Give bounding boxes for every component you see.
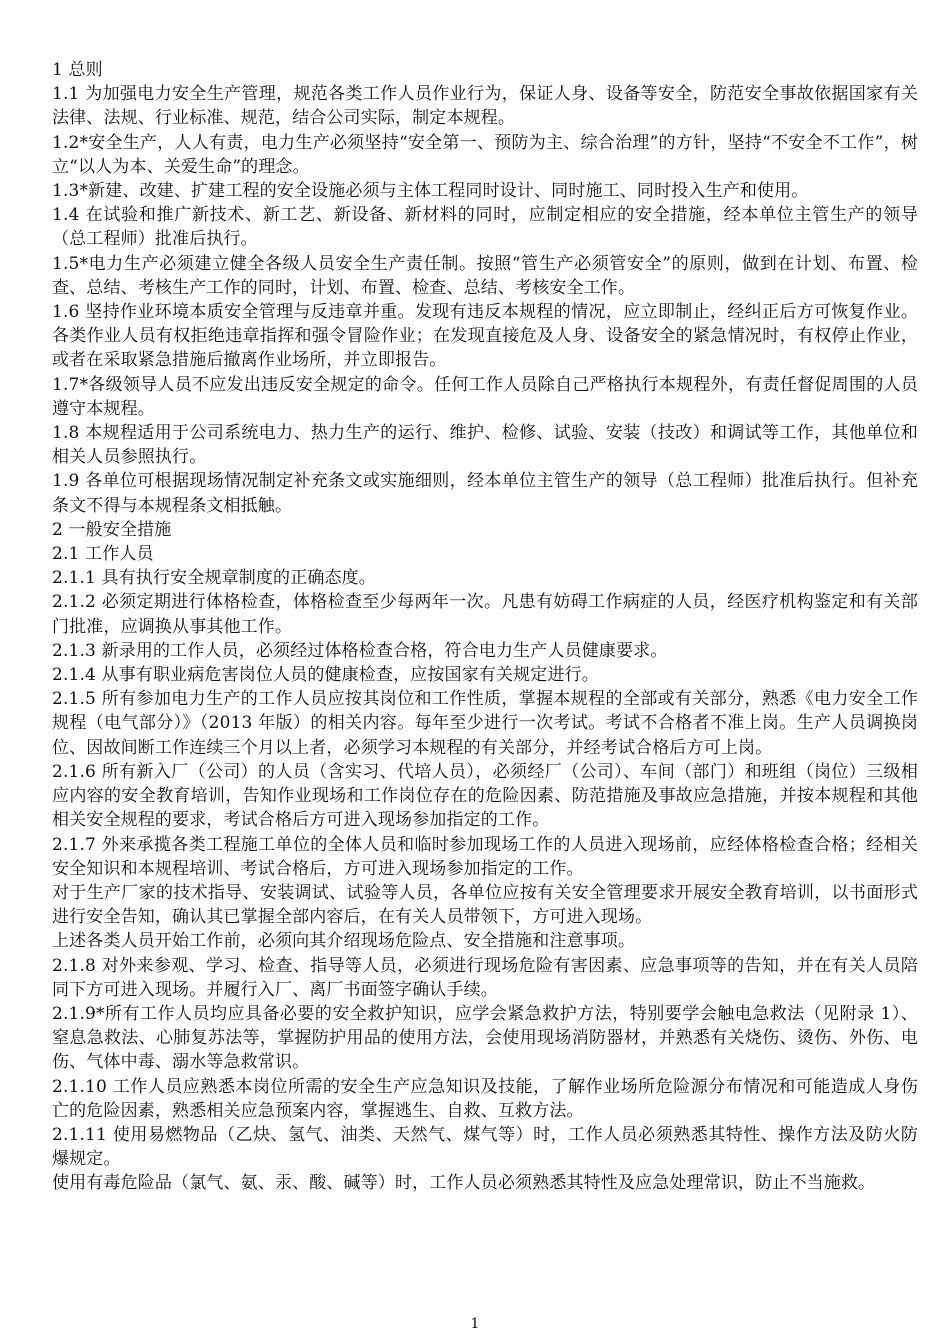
clause-paragraph: 1.5*电力生产必须建立健全各级人员安全生产责任制。按照“管生产必须管安全”的原则，做到在计划、布置、检查、总结、考核生产工作的同时，计划、布置、检查、总结、考核安全工作。 — [52, 253, 918, 298]
clause-paragraph: 2.1.10 工作人员应熟悉本岗位所需的安全生产应急知识及技能，了解作业场所危险源分布情况和可能造成人身伤亡的危险因素，熟悉相关应急预案内容，掌握逃生、自救、互救方法。 — [52, 1076, 918, 1121]
clause-paragraph: 1.9 各单位可根据现场情况制定补充条文或实施细则，经本单位主管生产的领导（总工程师）批准后执行。但补充条文不得与本规程条文相抵触。 — [52, 471, 918, 516]
clause-paragraph: 1.8 本规程适用于公司系统电力、热力生产的运行、维护、检修、试验、安装（技改）和调试等工作，其他单位和相关人员参照执行。 — [52, 423, 918, 468]
clause-paragraph: 2.1.7 外来承揽各类工程施工单位的全体人员和临时参加现场工作的人员进入现场前，应经体格检查合格；经相关安全知识和本规程培训、考试合格后，方可进入现场参加指定的工作。 — [52, 834, 918, 879]
clause-paragraph: 1.4 在试验和推广新技术、新工艺、新设备、新材料的同时，应制定相应的安全措施，经本单位主管生产的领导（总工程师）批准后执行。 — [52, 205, 918, 250]
document-body — [52, 58, 918, 1196]
clause-paragraph: 2.1.2 必须定期进行体格检查，体格检查至少每两年一次。凡患有妨碍工作病症的人员，经医疗机构鉴定和有关部门批准，应调换从事其他工作。 — [52, 592, 918, 637]
clause-paragraph: 1.3*新建、改建、扩建工程的安全设施必须与主体工程同时设计、同时施工、同时投入生产和使用。 — [52, 181, 809, 202]
clause-paragraph: 1.1 为加强电力安全生产管理，规范各类工作人员作业行为，保证人身、设备等安全，防范安全事故依据国家有关法律、法规、行业标准、规范，结合公司实际，制定本规程。 — [52, 84, 918, 129]
clause-paragraph: 1.2*安全生产，人人有责，电力生产必须坚持“安全第一、预防为主、综合治理”的方针，坚持“不安全不工作”，树立“以人为本、关爱生命”的理念。 — [52, 132, 918, 177]
clause-paragraph: 1.7*各级领导人员不应发出违反安全规定的命令。任何工作人员除自己严格执行本规程外，有责任督促周围的人员遵守本规程。 — [52, 374, 918, 419]
clause-paragraph: 2.1.1 具有执行安全规章制度的正确态度。 — [52, 568, 376, 589]
clause-paragraph: 使用有毒危险品（氯气、氨、汞、酸、碱等）时，工作人员必须熟悉其特性及应急处理常识，防止不当施救。 — [52, 1173, 876, 1194]
clause-paragraph: 2.1.11 使用易燃物品（乙炔、氢气、油类、天然气、煤气等）时，工作人员必须熟悉其特性、操作方法及防火防爆规定。 — [52, 1124, 918, 1170]
clause-paragraph: 2.1.6 所有新入厂（公司）的人员（含实习、代培人员），必须经厂（公司）、车间（部门）和班组（岗位）三级相应内容的安全教育培训，告知作业现场和工作岗位存在的危险因素、防范措施及事故应急措施，并按本规程和其他相关安全规程的要求，考试合格后方可进入现场参加指定的工作。 — [52, 761, 918, 831]
clause-paragraph: 2.1.3 新录用的工作人员，必须经过体格检查合格，符合电力生产人员健康要求。 — [52, 640, 668, 661]
clause-paragraph: 对于生产厂家的技术指导、安装调试、试验等人员，各单位应按有关安全管理要求开展安全教育培训，以书面形式进行安全告知，确认其已掌握全部内容后，在有关人员带领下，方可进入现场。 — [52, 882, 918, 928]
section-heading: 1 总则 — [52, 60, 103, 80]
clause-paragraph: 上述各类人员开始工作前，必须向其介绍现场危险点、安全措施和注意事项。 — [52, 931, 636, 952]
clause-paragraph: 2.1.8 对外来参观、学习、检查、指导等人员，必须进行现场危险有害因素、应急事项等的告知，并在有关人员陪同下方可进入现场。并履行入厂、离厂书面签字确认手续。 — [52, 955, 918, 1000]
clause-paragraph: 1.6 坚持作业环境本质安全管理与反违章并重。发现有违反本规程的情况，应立即制止，经纠正后方可恢复作业。各类作业人员有权拒绝违章指挥和强令冒险作业；在发现直接危及人身、设备安全的紧急情况时，有权停止作业，或者在采取紧急措施后撤离作业场所，并立即报告。 — [52, 302, 918, 371]
clause-paragraph: 2.1.9*所有工作人员均应具备必要的安全救护知识，应学会紧急救护方法，特别要学会触电急救法（见附录 1）、窒息急救法、心肺复苏法等，掌握防护用品的使用方法，会使用现场消防器材，并熟悉有关烧伤、烫伤、外伤、电伤、气体中毒、溺水等急救常识。 — [52, 1003, 918, 1073]
clause-paragraph: 2.1.4 从事有职业病危害岗位人员的健康检查，应按国家有关规定进行。 — [52, 665, 599, 686]
section-heading: 2 一般安全措施 — [52, 519, 172, 540]
clause-paragraph: 2.1.5 所有参加电力生产的工作人员应按其岗位和工作性质，掌握本规程的全部或有关部分，熟悉《电力安全工作规程（电气部分）》（2013 年版）的相关内容。每年至少进行一次考试。考试不合格者不准上岗。生产人员调换岗位、因故间断工作连续三个月以上者，必须学习本规程的有关部分，并经考试合格后方可上岗。 — [52, 689, 918, 758]
subsection-heading: 2.1 工作人员 — [52, 544, 154, 565]
page-number: 1 — [470, 1316, 480, 1332]
